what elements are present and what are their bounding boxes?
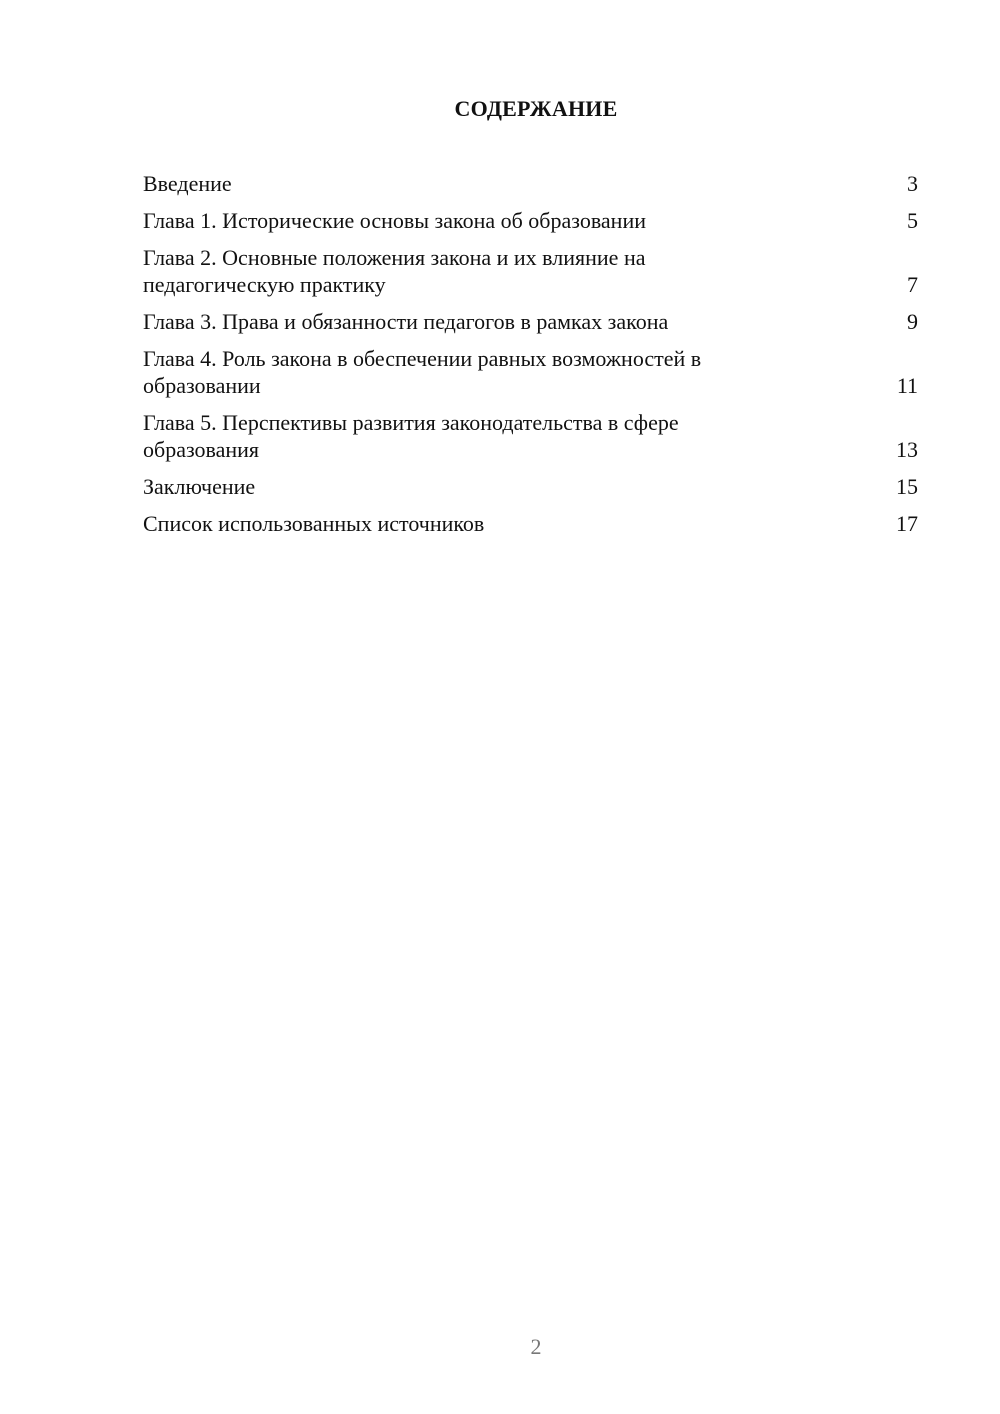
toc-entry-chapter-2	[143, 244, 918, 298]
toc-entry-page: 15	[896, 474, 918, 499]
toc-entry-page: 7	[907, 272, 918, 297]
toc-entry-page: 5	[907, 208, 918, 233]
toc-entry-label: Заключение	[143, 474, 256, 499]
toc-entry-introduction	[143, 170, 918, 197]
page-title: СОДЕРЖАНИЕ	[454, 96, 618, 121]
toc-entry-conclusion	[143, 473, 918, 500]
toc-entry-label: Глава 2. Основные положения закона и их влияние на педагогическую практику	[143, 245, 646, 297]
toc-entry-page: 9	[907, 309, 918, 334]
page-number: 2	[530, 1334, 542, 1359]
toc-entry-chapter-3	[143, 308, 918, 335]
toc-entry-chapter-4	[143, 345, 918, 399]
toc-entry-label: Глава 3. Права и обязанности педагогов в рамках закона	[143, 309, 669, 334]
toc-entry-chapter-5	[143, 409, 918, 463]
toc-entry-label: Введение	[143, 171, 232, 196]
toc-entry-label: Глава 1. Исторические основы закона об образовании	[143, 208, 647, 233]
toc-entry-label: Список использованных источников	[143, 511, 485, 536]
toc-entry-references	[143, 510, 918, 537]
toc-entry-label: Глава 4. Роль закона в обеспечении равных возможностей в образовании	[143, 346, 702, 398]
toc-entry-page: 17	[896, 511, 918, 536]
toc-entry-page: 11	[896, 373, 918, 398]
toc-entry-page: 3	[907, 171, 918, 196]
toc-entry-label: Глава 5. Перспективы развития законодательства в сфере образования	[143, 410, 679, 462]
table-of-contents	[143, 170, 918, 547]
toc-entry-chapter-1	[143, 207, 918, 234]
toc-entry-page: 13	[896, 437, 918, 462]
